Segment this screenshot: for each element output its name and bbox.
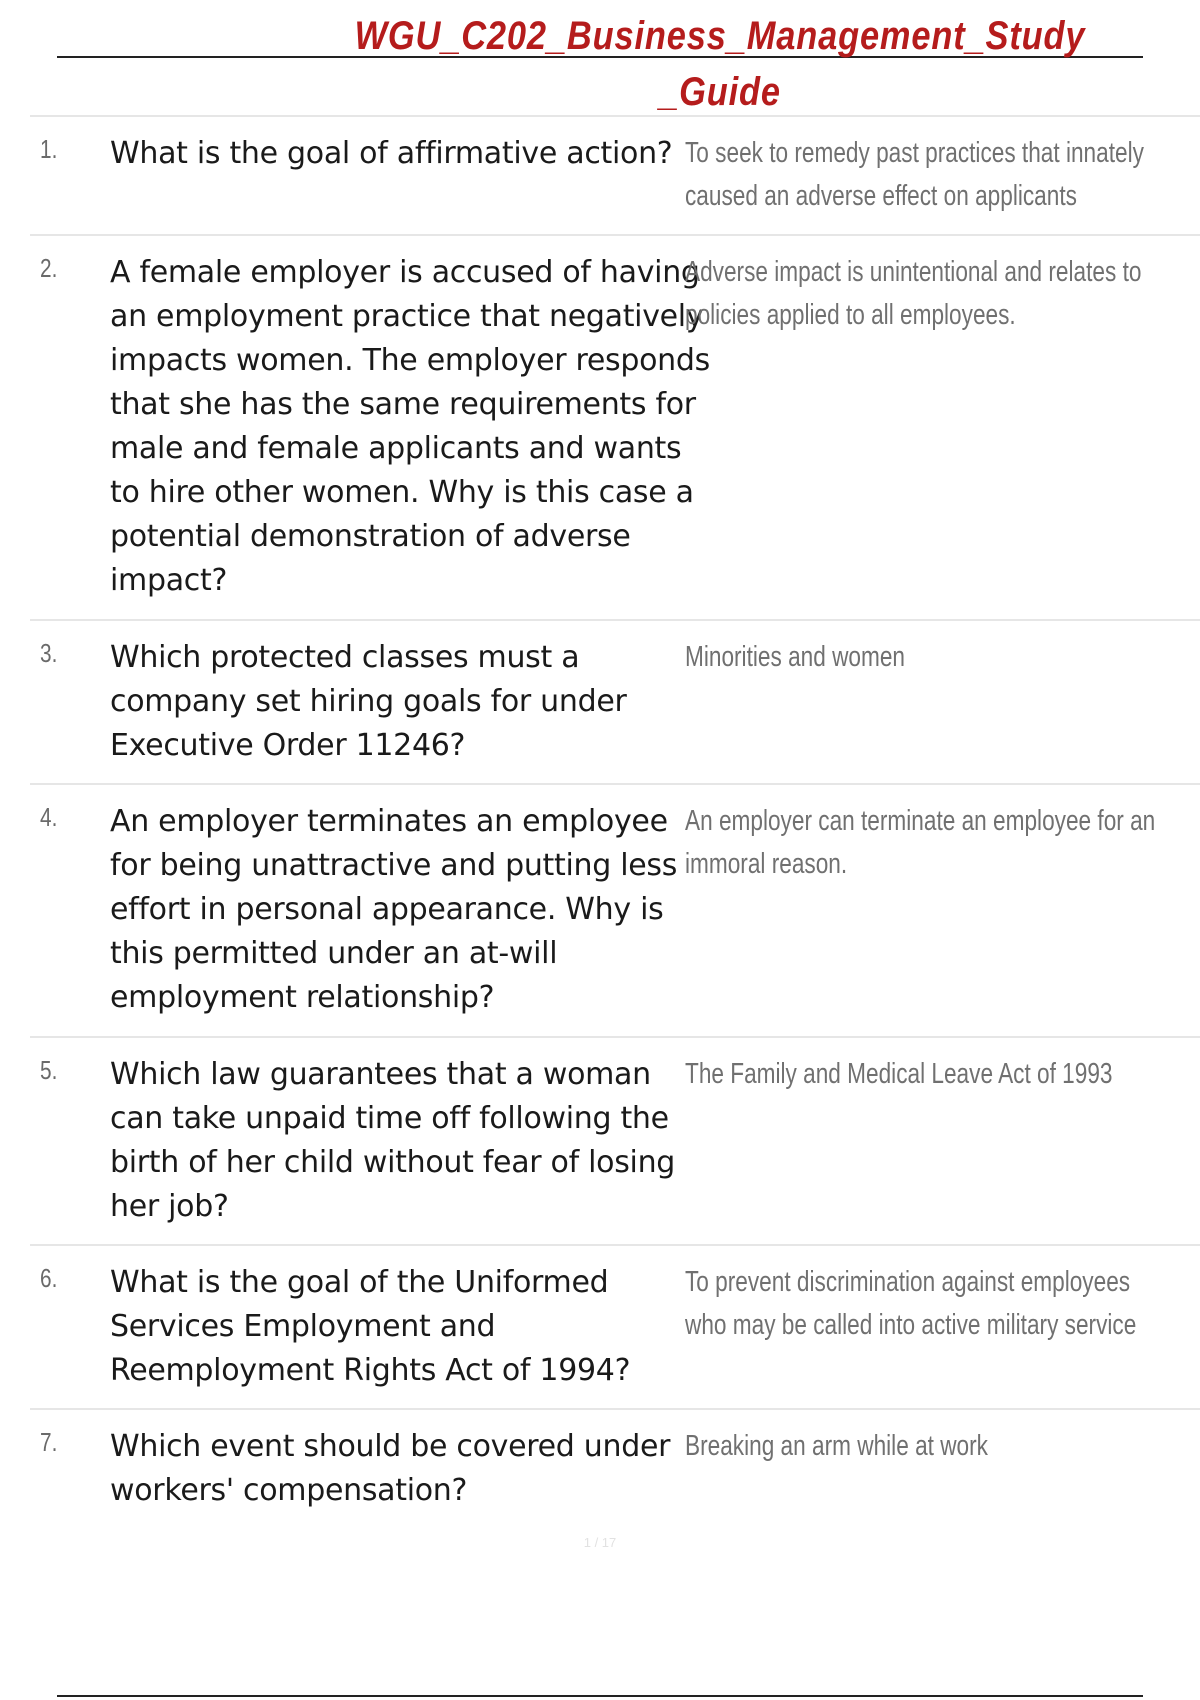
item-answer: To prevent discrimination against employees who may be called into active military service bbox=[685, 1266, 1137, 1341]
item-number: 5. bbox=[40, 1055, 58, 1085]
item-question: Which protected classes must a company set hiring goals for under Executive Order 11246? bbox=[110, 640, 627, 763]
list-item bbox=[30, 115, 1200, 234]
item-number: 1. bbox=[40, 134, 58, 164]
item-number: 4. bbox=[40, 802, 58, 832]
list-item bbox=[30, 1244, 1200, 1408]
item-number: 6. bbox=[40, 1263, 58, 1293]
footer-rule bbox=[57, 1695, 1143, 1697]
item-question: A female employer is accused of having an employment practice that negatively impacts women. The employer responds that she has the same requirements for male and female applicants and wants to hire other women. Why is this case a potential demonstration of adverse impact? bbox=[110, 255, 710, 598]
item-answer: Breaking an arm while at work bbox=[685, 1430, 988, 1462]
item-answer: To seek to remedy past practices that innately caused an adverse effect on applicants bbox=[685, 137, 1144, 212]
item-answer: Minorities and women bbox=[685, 641, 906, 673]
item-question: An employer terminates an employee for being unattractive and putting less effort in personal appearance. Why is this permitted under an at-will employment relationship? bbox=[110, 804, 678, 1015]
study-guide-list bbox=[30, 115, 1200, 1528]
item-answer: Adverse impact is unintentional and relates to policies applied to all employees. bbox=[685, 256, 1142, 331]
item-question: Which law guarantees that a woman can take unpaid time off following the birth of her child without fear of losing her job? bbox=[110, 1057, 676, 1224]
item-answer: The Family and Medical Leave Act of 1993 bbox=[685, 1058, 1113, 1090]
list-item bbox=[30, 1408, 1200, 1528]
list-item bbox=[30, 1036, 1200, 1244]
item-answer: An employer can terminate an employee for an immoral reason. bbox=[685, 805, 1156, 880]
document-header bbox=[0, 0, 1200, 118]
document-title: WGU_C202_Business_Management_Study_Guide bbox=[354, 14, 1086, 114]
list-item bbox=[30, 619, 1200, 783]
item-question: What is the goal of the Uniformed Services Employment and Reemployment Rights Act of 1994? bbox=[110, 1265, 631, 1388]
item-number: 2. bbox=[40, 253, 58, 283]
item-number: 3. bbox=[40, 638, 58, 668]
list-item bbox=[30, 234, 1200, 619]
item-question: Which event should be covered under workers' compensation? bbox=[110, 1429, 671, 1508]
page-indicator: 1 / 17 bbox=[583, 1535, 617, 1550]
item-question: What is the goal of affirmative action? bbox=[110, 136, 673, 171]
item-number: 7. bbox=[40, 1427, 58, 1457]
list-item bbox=[30, 783, 1200, 1036]
